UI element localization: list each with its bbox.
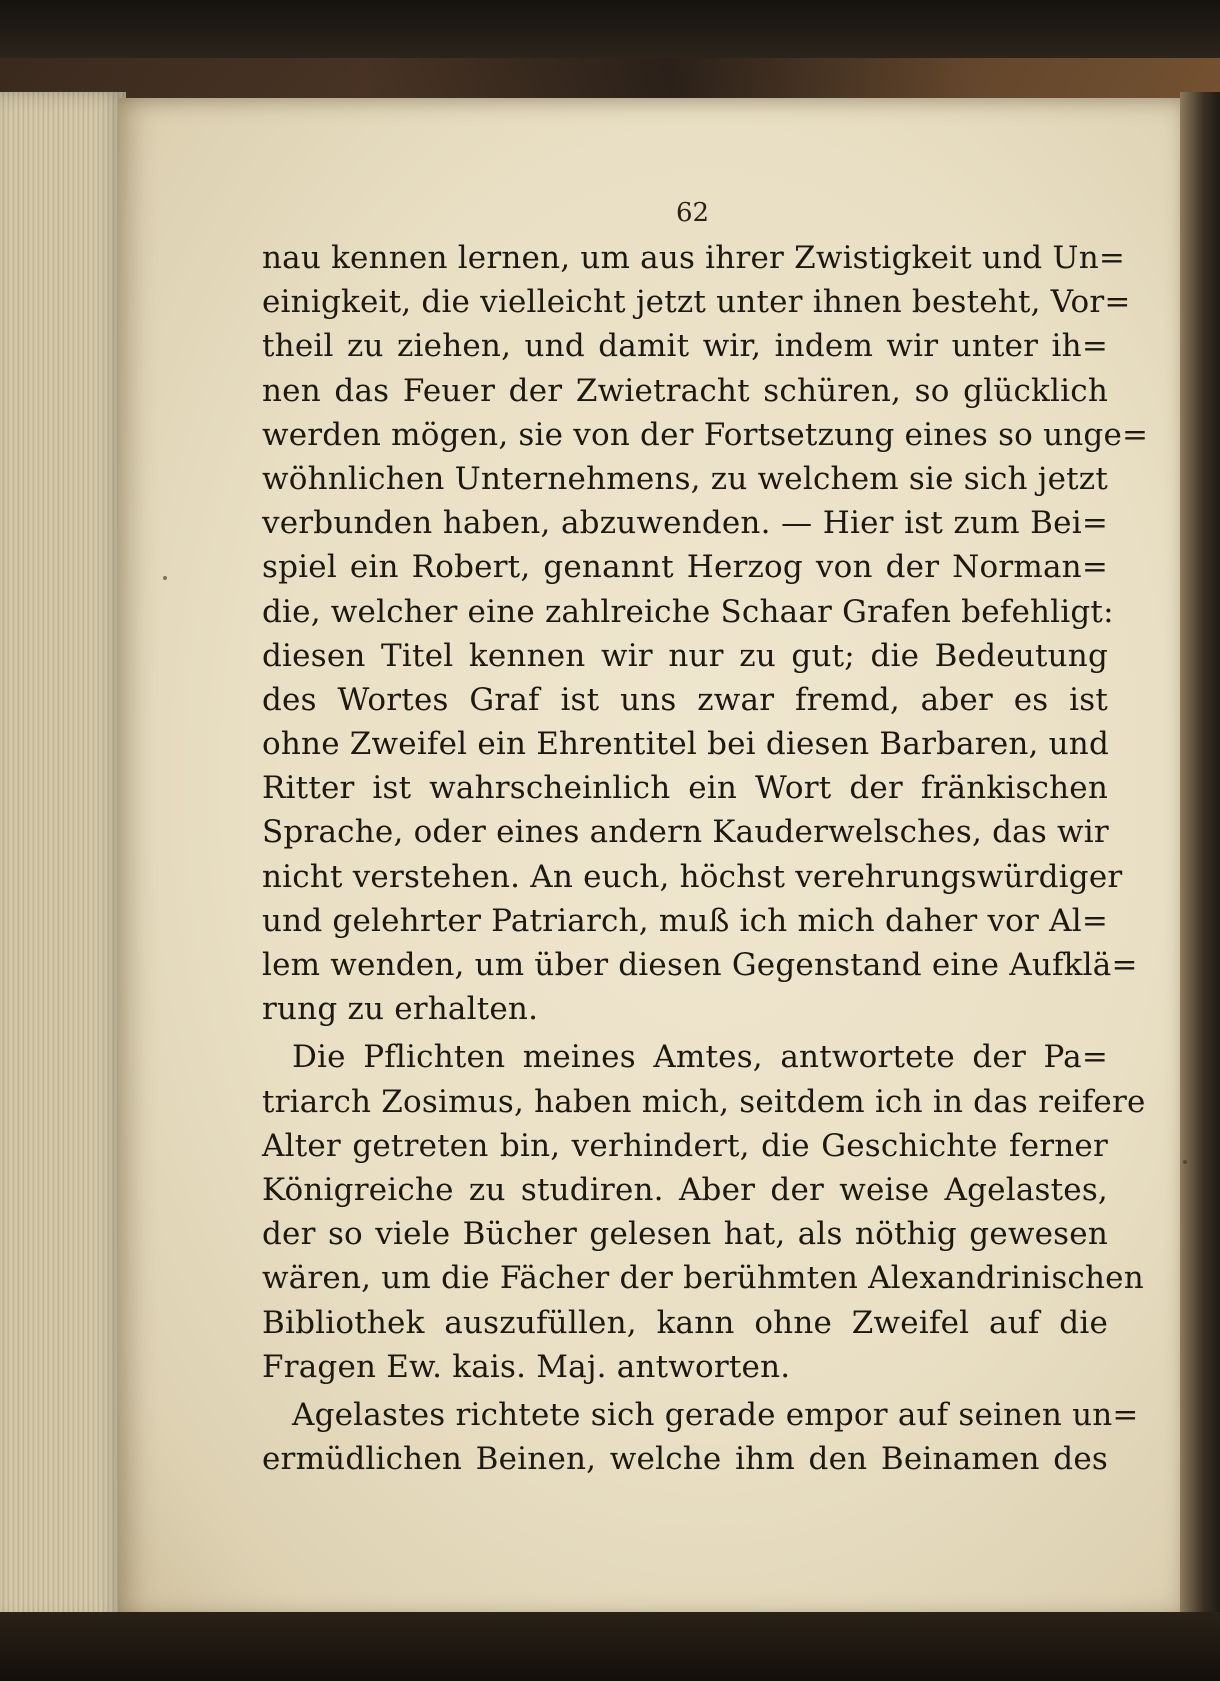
text-line: ermüdlichen Beinen, welche ihm den Beinamen des bbox=[262, 1441, 1108, 1478]
page-text bbox=[262, 236, 1149, 1481]
text-line: wären, um die Fächer der berühmten Alexandrinischen bbox=[262, 1260, 1144, 1297]
text-line: theil zu ziehen, und damit wir, indem wir unter ih= bbox=[262, 328, 1108, 365]
text-line: Fragen Ew. kais. Maj. antworten. bbox=[262, 1348, 791, 1385]
text-line: und gelehrter Patriarch, muß ich mich daher vor Al= bbox=[262, 902, 1108, 939]
text-line: Bibliothek auszufüllen, kann ohne Zweifel auf die bbox=[262, 1304, 1108, 1341]
text-line: diesen Titel kennen wir nur zu gut; die Bedeutung bbox=[262, 637, 1108, 674]
ink-speck bbox=[1183, 1160, 1187, 1164]
text-line: triarch Zosimus, haben mich, seitdem ich in das reifere bbox=[262, 1083, 1146, 1120]
paragraph bbox=[262, 1393, 1139, 1481]
text-line: rung zu erhalten. bbox=[262, 991, 539, 1028]
text-line: des Wortes Graf ist uns zwar fremd, aber es ist bbox=[262, 681, 1108, 718]
gutter-shadow bbox=[1180, 92, 1220, 1632]
page-edge-stack bbox=[0, 92, 126, 1624]
text-line: Agelastes richtete sich gerade empor auf seinen un= bbox=[292, 1396, 1139, 1433]
text-line: wöhnlichen Unternehmens, zu welchem sie sich jetzt bbox=[262, 460, 1108, 497]
text-line: der so viele Bücher gelesen hat, als nöthig gewesen bbox=[262, 1216, 1108, 1253]
book-cover-edge bbox=[0, 58, 1220, 98]
text-line: Ritter ist wahrscheinlich ein Wort der fränkischen bbox=[262, 770, 1108, 807]
bottom-shadow bbox=[0, 1612, 1220, 1681]
text-line: nicht verstehen. An euch, höchst verehrungswürdiger bbox=[262, 858, 1123, 895]
text-line: Alter getreten bin, verhindert, die Geschichte ferner bbox=[262, 1127, 1108, 1164]
text-line: die, welcher eine zahlreiche Schaar Grafen befehligt: bbox=[262, 593, 1114, 630]
text-line: verbunden haben, abzuwenden. — Hier ist zum Bei= bbox=[262, 505, 1108, 542]
text-line: Die Pflichten meines Amtes, antwortete der Pa= bbox=[292, 1039, 1108, 1076]
ink-speck bbox=[163, 576, 167, 580]
page-number: 62 bbox=[676, 198, 710, 228]
paragraph bbox=[262, 236, 1149, 1031]
text-line: nen das Feuer der Zwietracht schüren, so glücklich bbox=[262, 372, 1108, 409]
text-line: Sprache, oder eines andern Kauderwelsches, das wir bbox=[262, 814, 1109, 851]
text-line: Königreiche zu studiren. Aber der weise Agelastes, bbox=[262, 1171, 1108, 1208]
text-line: lem wenden, um über diesen Gegenstand eine Aufklä= bbox=[262, 947, 1138, 983]
text-line: werden mögen, sie von der Fortsetzung eines so unge= bbox=[262, 416, 1149, 453]
paragraph bbox=[262, 1035, 1146, 1389]
text-line: ohne Zweifel ein Ehrentitel bei diesen Barbaren, und bbox=[262, 726, 1110, 763]
text-line: nau kennen lernen, um aus ihrer Zwistigkeit und Un= bbox=[262, 240, 1126, 276]
text-line: einigkeit, die vielleicht jetzt unter ihnen besteht, Vor= bbox=[262, 284, 1131, 321]
text-line: spiel ein Robert, genannt Herzog von der Norman= bbox=[262, 549, 1108, 586]
